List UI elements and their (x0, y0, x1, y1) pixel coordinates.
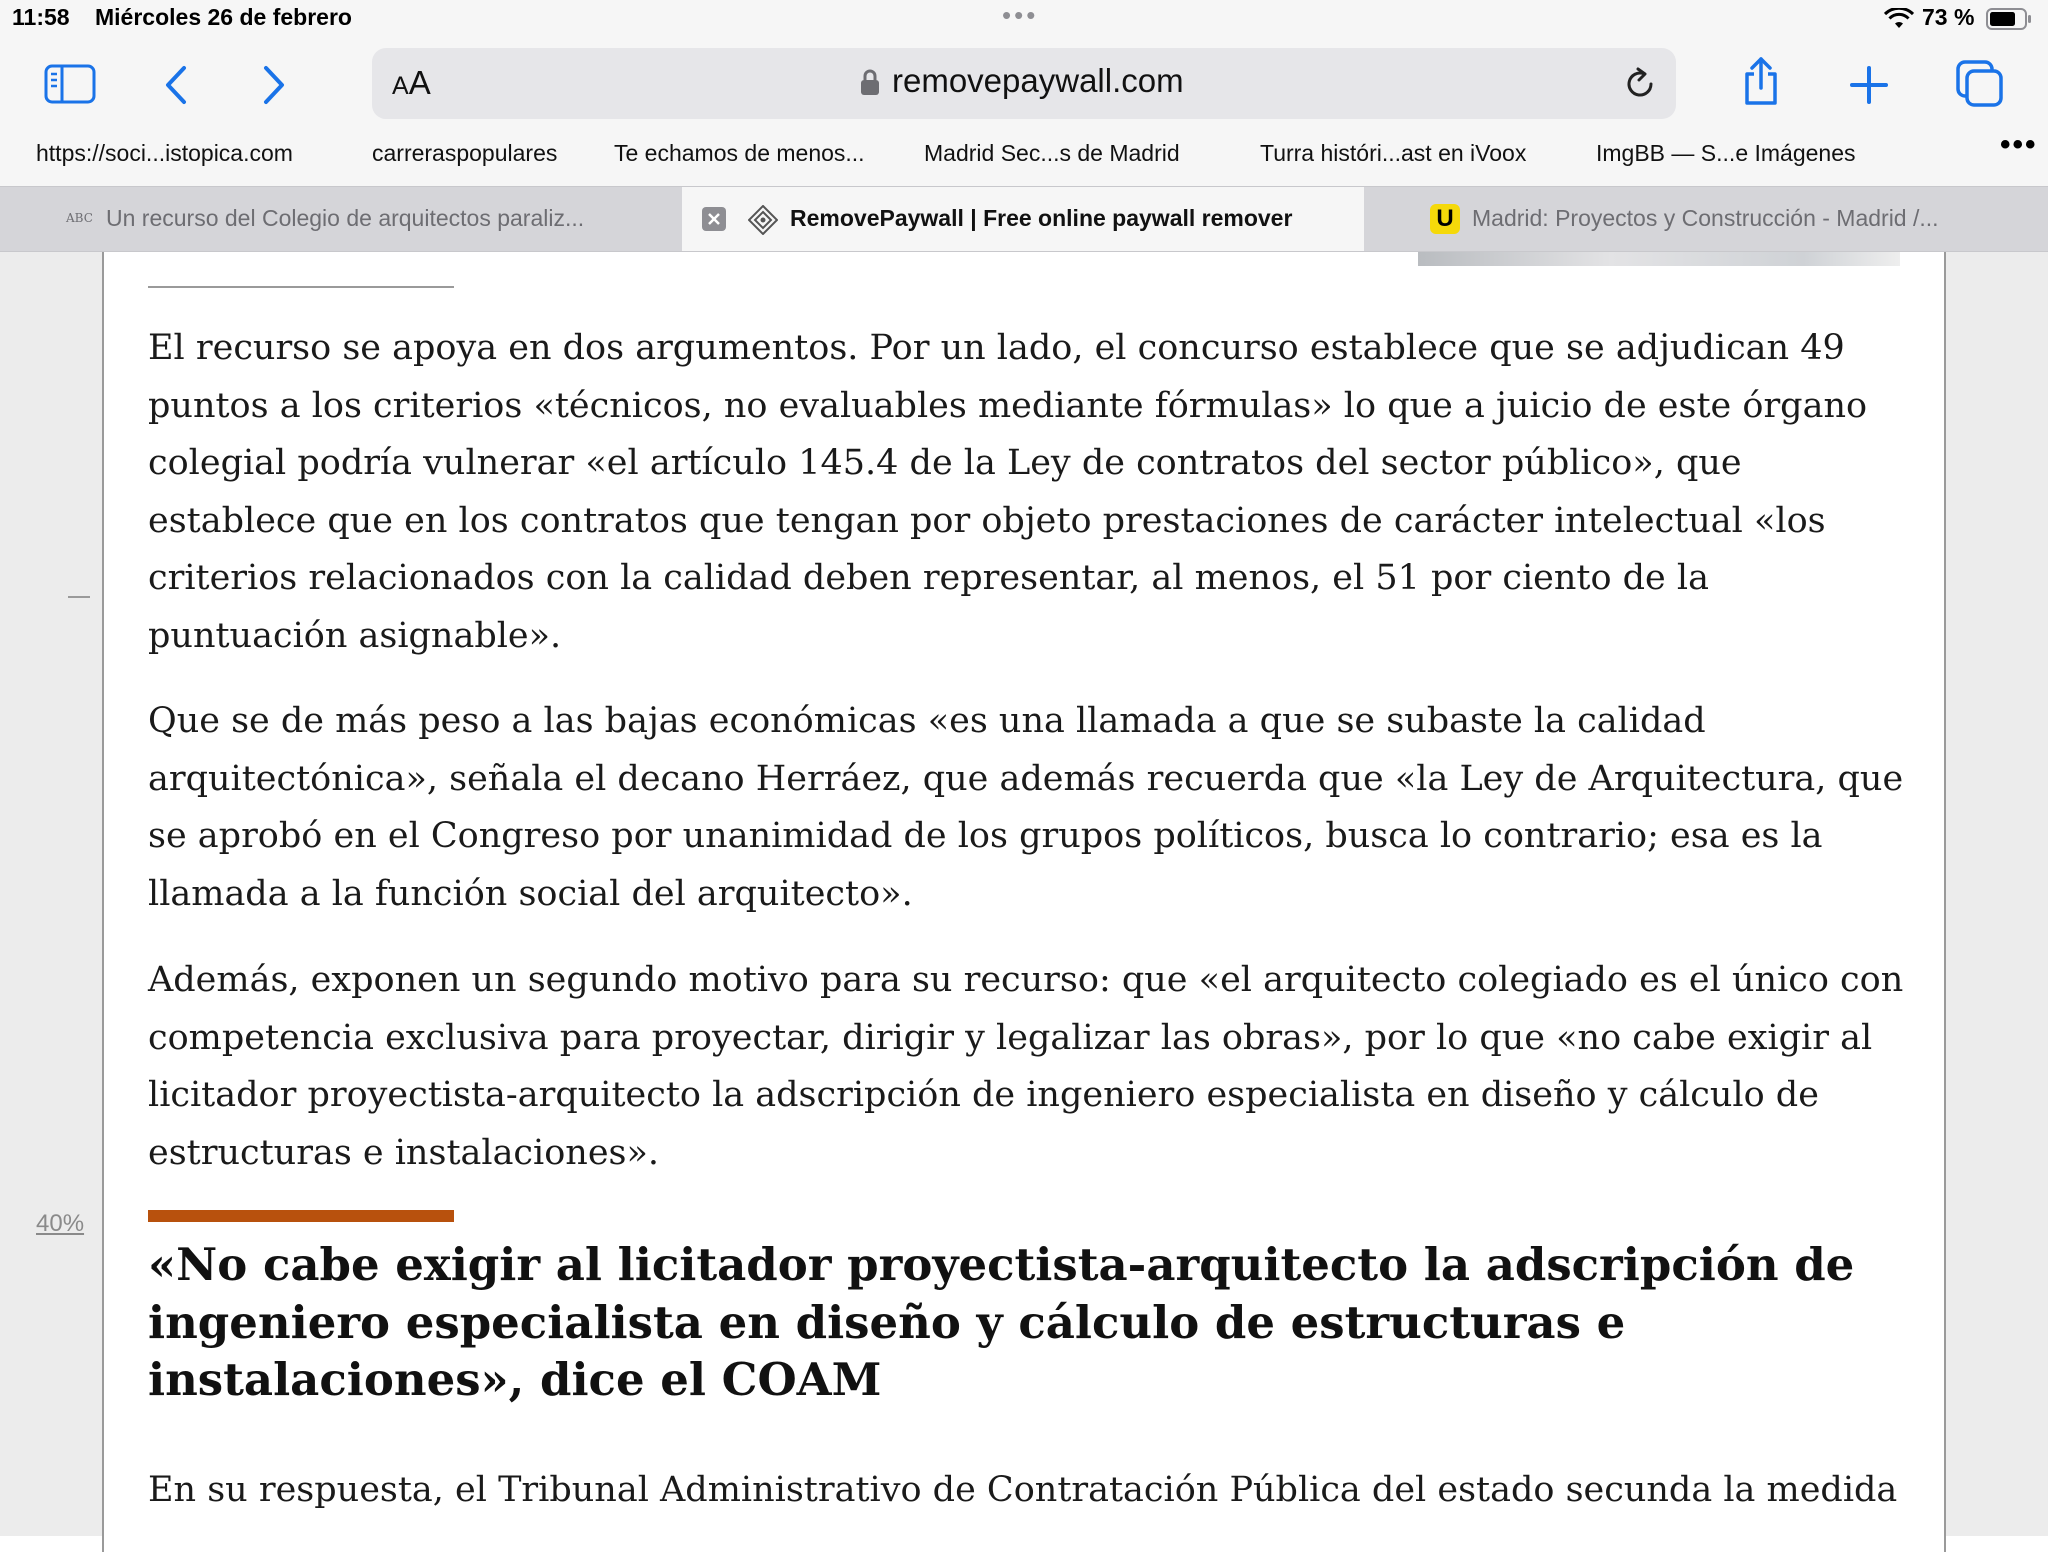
article-paragraph: El recurso se apoya en dos argumentos. Por un lado, el concurso establece que se adjudican 49 puntos a los criterios «técnicos, no evaluables mediante fórmulas» lo que a juicio de este órgano colegial podría vulnerar «el artículo 145.4 de la Ley de contratos del sector público», que establece que en los contratos que tengan por objeto prestaciones de carácter intelectual «los criterios relacionados con la calidad deben representar, al menos, el 51 por ciento de la puntuación asignable». (148, 328, 1868, 656)
pull-quote: «No cabe exigir al licitador proyectista-arquitecto la adscripción de ingeniero especialista en diseño y cálculo de estructuras e instalaciones», dice el COAM (148, 1238, 1855, 1406)
wifi-icon (1884, 8, 1914, 30)
divider (148, 286, 454, 288)
reading-progress[interactable]: 40% (36, 1210, 85, 1237)
reload-icon[interactable] (1620, 64, 1660, 104)
favorite-link[interactable]: Madrid Sec...s de Madrid (924, 140, 1180, 166)
reader-text-button[interactable] (392, 64, 431, 102)
aa-small-label: A (392, 72, 409, 100)
tab-title: Un recurso del Colegio de arquitectos paraliz... (106, 205, 585, 231)
tab-abc[interactable] (0, 187, 682, 251)
tab-title: RemovePaywall | Free online paywall remover (790, 205, 1293, 231)
url-text[interactable]: removepaywall.com (892, 62, 1184, 99)
back-icon[interactable] (162, 64, 192, 106)
status-bar (0, 0, 2048, 40)
multitask-dots[interactable]: ••• (1002, 0, 1039, 30)
favorite-link[interactable]: Te echamos de menos... (614, 140, 865, 166)
article-paragraph: En su respuesta, el Tribunal Administrativo de Contratación Pública del estado secunda la medida (148, 1470, 1898, 1510)
browser-toolbar (0, 40, 2048, 136)
aa-large-label: A (408, 64, 431, 101)
favorites-more-button[interactable]: ••• (2000, 128, 2038, 161)
u-favicon: U (1430, 204, 1460, 234)
new-tab-icon[interactable] (1850, 66, 1888, 104)
share-icon[interactable] (1740, 56, 1782, 106)
status-date: Miércoles 26 de febrero (95, 4, 352, 30)
tab-bar (0, 186, 2048, 252)
favorite-link[interactable]: https://soci...istopica.com (36, 140, 293, 166)
sidebar-icon[interactable] (44, 64, 96, 104)
close-tab-icon[interactable] (702, 207, 726, 231)
favorite-link[interactable]: Turra históri...ast en iVoox (1260, 140, 1527, 166)
forward-icon[interactable] (258, 64, 288, 106)
abc-favicon: ABC (66, 211, 93, 225)
tabs-overview-icon[interactable] (1956, 60, 2004, 108)
tab-urbanity[interactable] (1364, 187, 2048, 251)
margin-marker (68, 596, 90, 598)
article-paragraph: Además, exponen un segundo motivo para su recurso: que «el arquitecto colegiado es el único con competencia exclusiva para proyectar, dirigir y legalizar las obras», por lo que «no cabe exigir al licitador proyectista-arquitecto la adscripción de ingeniero especialista en diseño y cálculo de estructuras e instalaciones». (148, 960, 1904, 1173)
battery-icon (1986, 8, 2032, 30)
quote-accent-rule (148, 1210, 454, 1222)
lock-icon (860, 68, 880, 96)
article-paragraph: Que se de más peso a las bajas económicas «es una llamada a que se subaste la calidad arquitectónica», señala el decano Herráez, que además recuerda que «la Ley de Arquitectura, que se aprobó en el Congreso por unanimidad de los grupos políticos, busca lo contrario; esa es la llamada a la función social del arquitecto». (148, 701, 1904, 914)
favorites-bar (0, 128, 2048, 186)
address-bar[interactable] (372, 48, 1676, 119)
removepaywall-icon (748, 205, 778, 235)
tab-title: Madrid: Proyectos y Construcción - Madrid /... (1472, 205, 1939, 231)
favorite-link[interactable]: carreraspopulares (372, 140, 558, 166)
article-image-fragment (1418, 252, 1900, 266)
status-time: 11:58 (12, 4, 70, 30)
battery-percent: 73 % (1922, 4, 1975, 30)
tab-removepaywall[interactable] (682, 187, 1364, 251)
favorite-link[interactable]: ImgBB — S...e Imágenes (1596, 140, 1856, 166)
